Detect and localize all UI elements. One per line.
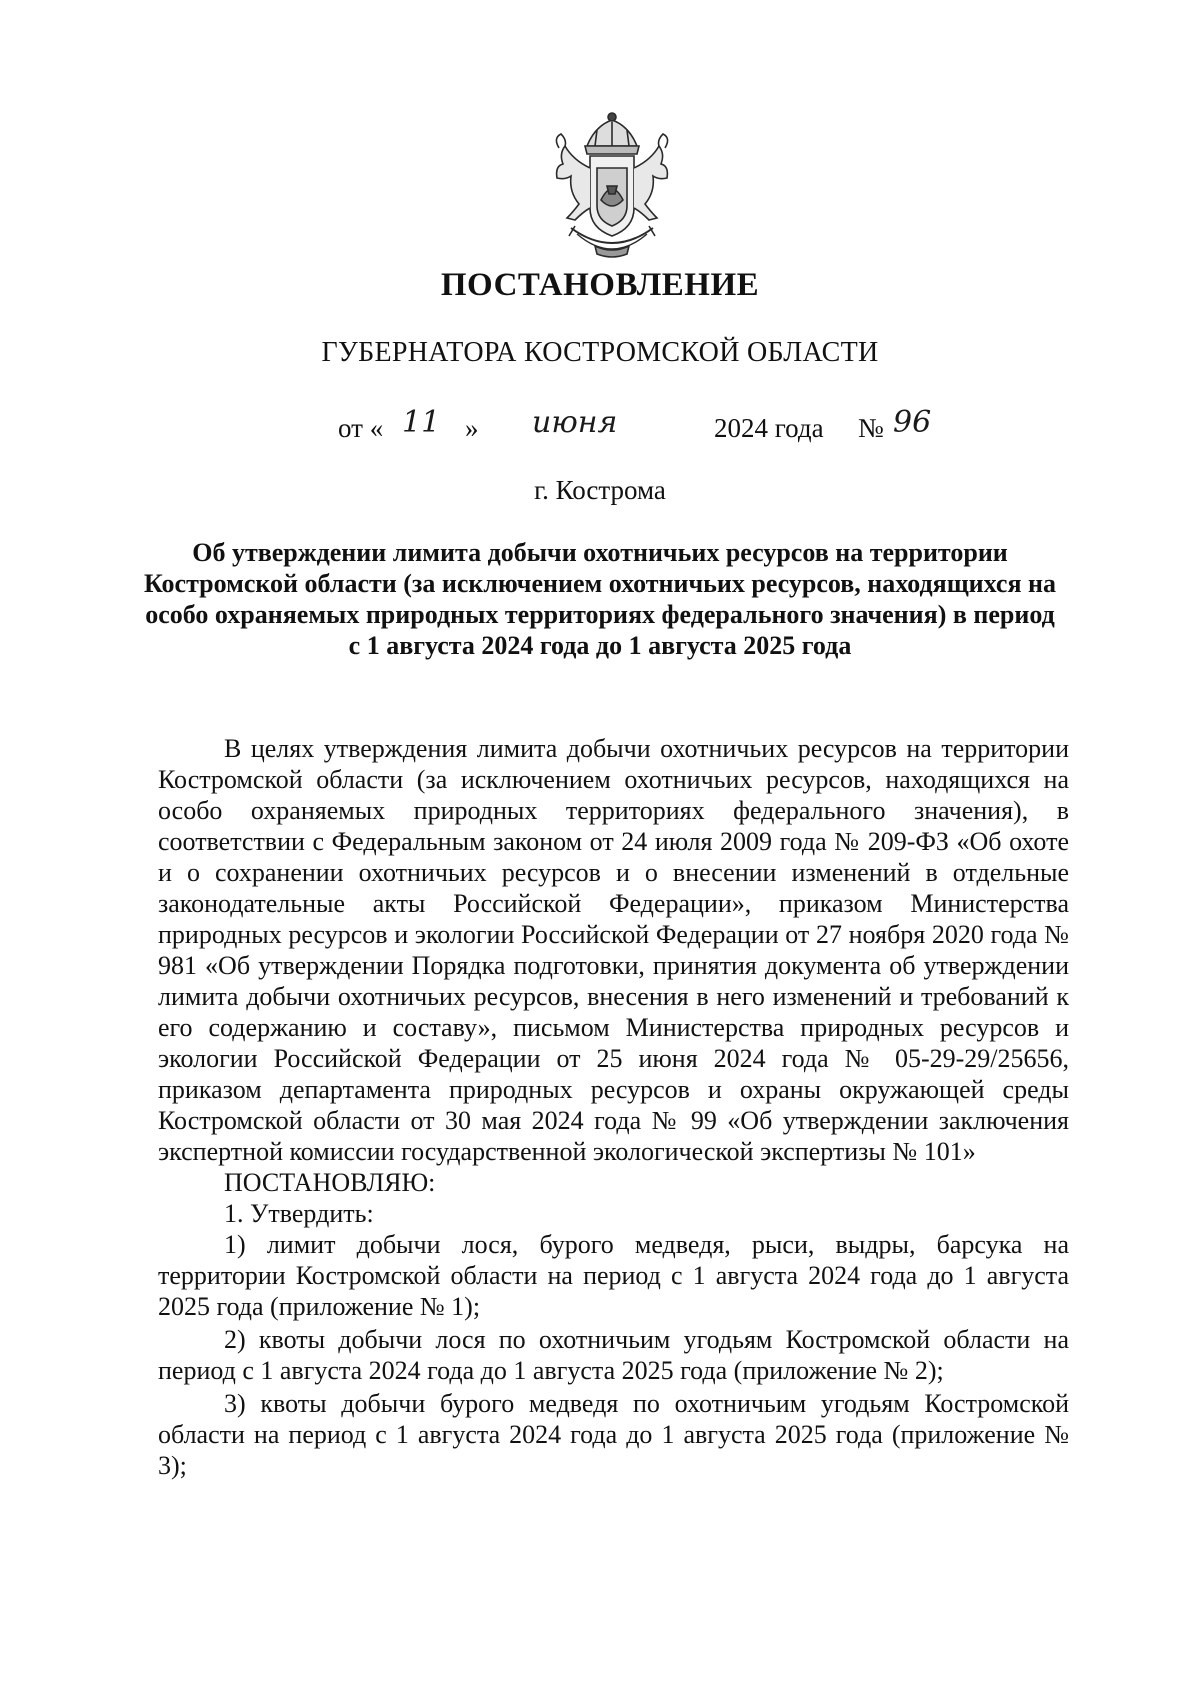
date-month: июня (532, 405, 618, 440)
date-line (0, 405, 1200, 451)
document-heading: Об утверждении лимита добычи охотничьих ресурсов на территории Костромской области (за исключением охотничьих ресурсов, находящихся на особо охраняемых природных территориях федерального значения) в период с 1 августа 2024 года до 1 августа 2025 года (143, 538, 1057, 660)
document-number: 96 (893, 405, 932, 440)
date-prefix: от « (338, 413, 384, 443)
preamble-paragraph: В целях утверждения лимита добычи охотничьих ресурсов на территории Костромской области (за исключением охотничьих ресурсов, находящихся на особо охраняемых природных территориях федерального значения), в соответствии с Федеральным законом от 24 июля 2009 года № 209-ФЗ «Об охоте и о сохранении охотничьих ресурсов и о внесении изменений в отдельные законодательные акты Российской Федерации», приказом Министерства природных ресурсов и экологии Российской Федерации от 27 ноября 2020 года № 981 «Об утверждении Порядка подготовки, принятия документа об утверждении лимита добычи охотничьих ресурсов, внесения в него изменений и требований к его содержанию и составу», письмом Министерства природных ресурсов и экологии Российской Федерации от 25 июня 2024 года № 05-29-29/25656, приказом департамента природных ресурсов и охраны окружающей среды Костромской области от 30 мая 2024 года № 99 «Об утверждении заключения экспертной комиссии государственной экологической экспертизы № 101» (158, 734, 1069, 1166)
issuer-title: ГУБЕРНАТОРА КОСТРОМСКОЙ ОБЛАСТИ (321, 337, 879, 368)
coat-of-arms-icon (535, 108, 690, 268)
subitem-1-paragraph: 1) лимит добычи лося, бурого медведя, рыси, выдры, барсука на территории Костромской области на период с 1 августа 2024 года до 1 августа 2025 года (приложение № 1); (158, 1230, 1069, 1321)
date-year: 2024 года (714, 413, 824, 443)
city-label: г. Кострома (534, 475, 666, 505)
subitem-3-paragraph: 3) квоты добычи бурого медведя по охотничьим угодьям Костромской области на период с 1 августа 2024 года до 1 августа 2025 года (приложение № 3); (158, 1389, 1069, 1480)
number-label: № (858, 413, 884, 443)
document-title: ПОСТАНОВЛЕНИЕ (440, 267, 760, 303)
resolve-paragraph: ПОСТАНОВЛЯЮ: (224, 1168, 436, 1197)
subitem-2-paragraph: 2) квоты добычи лося по охотничьим угодьям Костромской области на период с 1 августа 2024 года до 1 августа 2025 года (приложение № 2); (158, 1325, 1069, 1385)
date-day: 11 (402, 405, 441, 440)
item-1-paragraph: 1. Утвердить: (224, 1199, 374, 1228)
date-close-quote: » (465, 413, 479, 443)
document-body (158, 733, 1069, 1481)
